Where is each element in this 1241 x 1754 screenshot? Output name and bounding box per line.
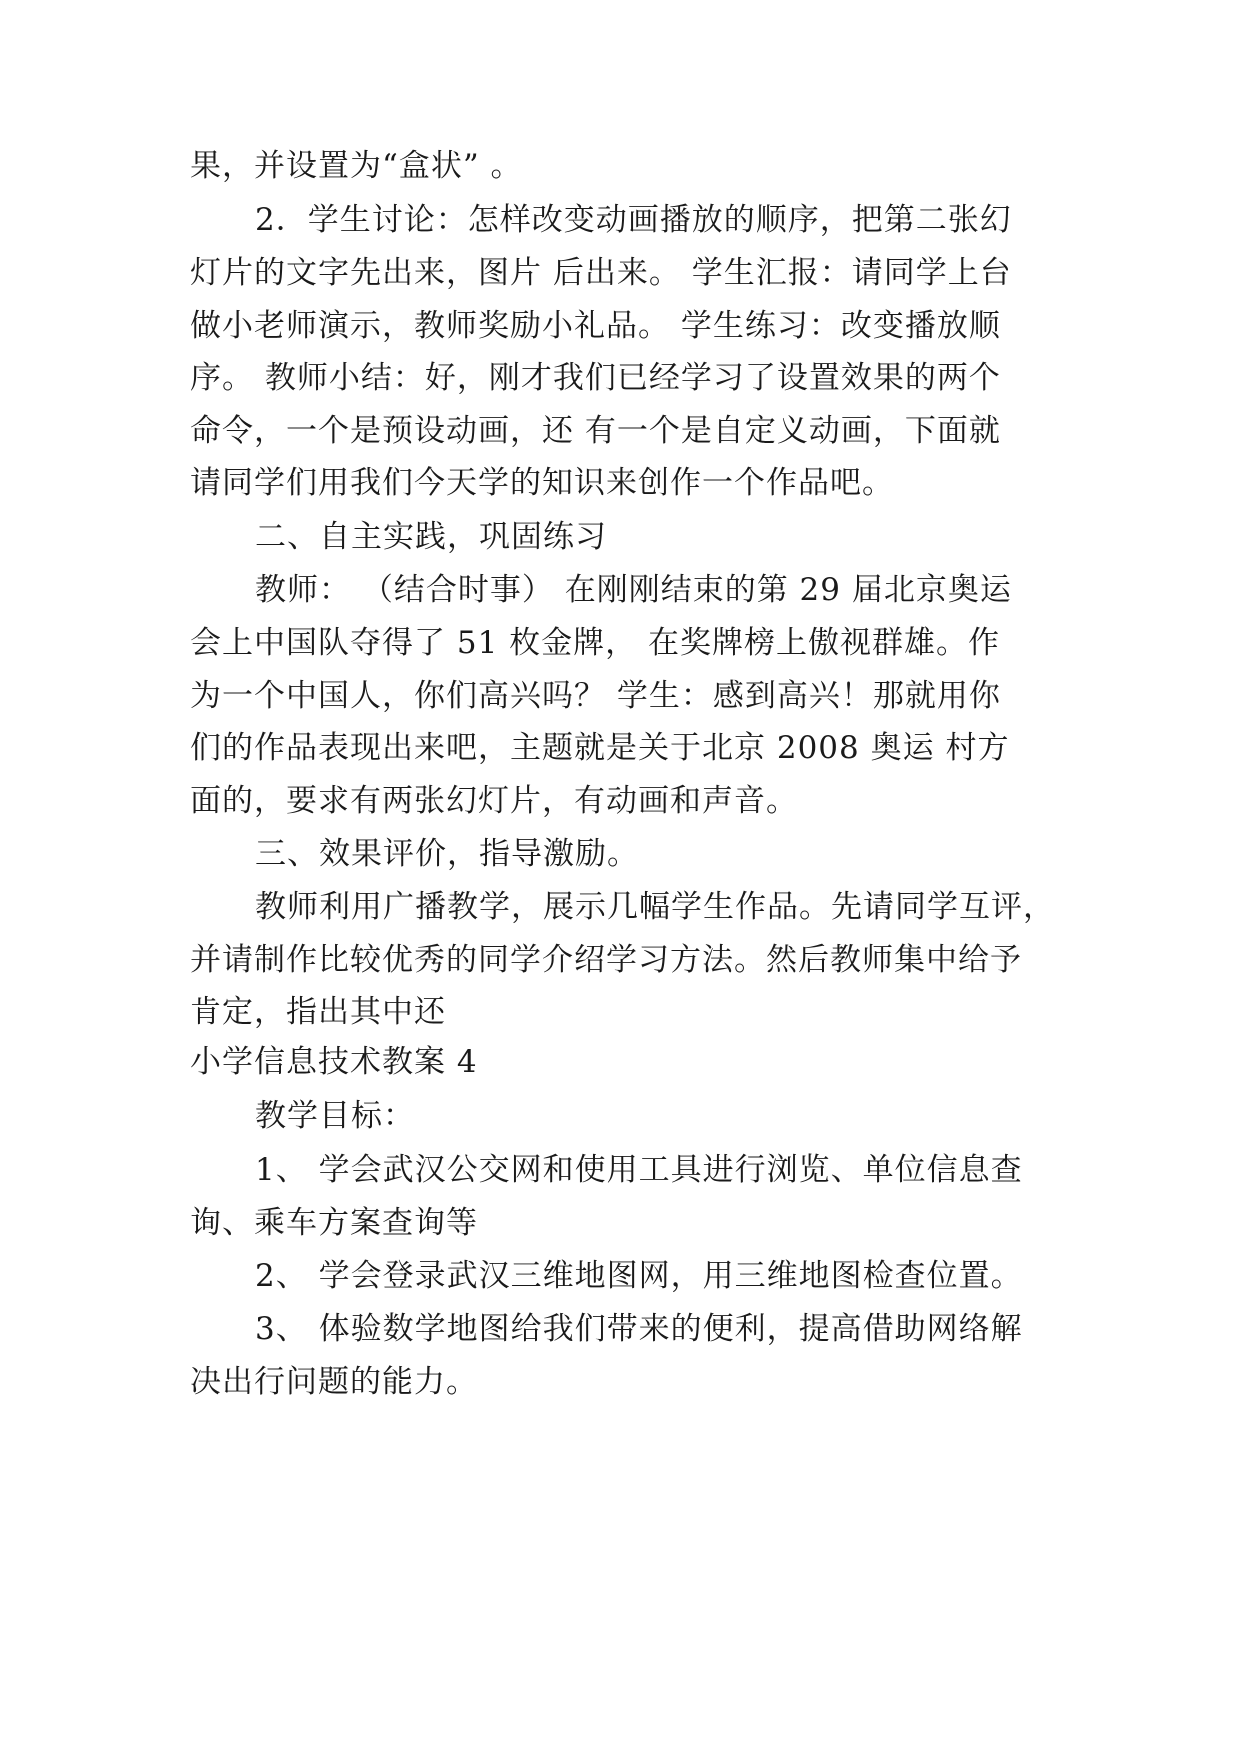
text-line-3: 灯片的文字先出来，图片 后出来。 学生汇报：请同学上台 <box>190 255 1012 291</box>
text-line-5: 序。 教师小结：好，刚才我们已经学习了设置效果的两个 <box>190 360 1001 396</box>
text-line-6: 命令，一个是预设动画，还 有一个是自定义动画，下面就 <box>190 413 1001 449</box>
objectives-heading: 教学目标： <box>255 1098 415 1134</box>
section-heading-3: 三、效果评价，指导激励。 <box>255 836 639 872</box>
objective-2: 2、 学会登录武汉三维地图网，用三维地图检查位置。 <box>255 1258 1023 1294</box>
text-line-9: 教师： （结合时事） 在刚刚结束的第 29 届北京奥运 <box>255 572 1012 608</box>
text-line-13: 面的，要求有两张幻灯片，有动画和声音。 <box>190 783 798 819</box>
text-line-4: 做小老师演示，教师奖励小礼品。 学生练习：改变播放顺 <box>190 308 1001 344</box>
text-line-12: 们的作品表现出来吧，主题就是关于北京 2008 奥运 村方 <box>190 730 1010 766</box>
text-line-7: 请同学们用我们今天学的知识来创作一个作品吧。 <box>190 465 894 501</box>
text-line-15: 教师利用广播教学，展示几幅学生作品。先请同学互评， <box>255 889 1055 925</box>
text-line-16: 并请制作比较优秀的同学介绍学习方法。然后教师集中给予 <box>190 942 1022 978</box>
objective-1-line-1: 1、 学会武汉公交网和使用工具进行浏览、单位信息查 <box>255 1152 1023 1188</box>
lesson-title: 小学信息技术教案 4 <box>190 1044 478 1080</box>
text-line-10: 会上中国队夺得了 51 枚金牌， 在奖牌榜上傲视群雄。作 <box>190 625 1001 661</box>
section-heading-2: 二、自主实践，巩固练习 <box>255 519 607 555</box>
objective-3-line-2: 决出行问题的能力。 <box>190 1364 478 1400</box>
text-line-2: 2．学生讨论：怎样改变动画播放的顺序，把第二张幻 <box>255 202 1012 238</box>
text-line-17: 肯定，指出其中还 <box>190 994 446 1030</box>
text-line-11: 为一个中国人，你们高兴吗？ 学生：感到高兴！那就用你 <box>190 678 1001 714</box>
objective-3-line-1: 3、 体验数学地图给我们带来的便利，提高借助网络解 <box>255 1311 1023 1347</box>
objective-1-line-2: 询、乘车方案查询等 <box>190 1205 478 1241</box>
text-line-1: 果，并设置为“盒状” 。 <box>190 148 523 184</box>
